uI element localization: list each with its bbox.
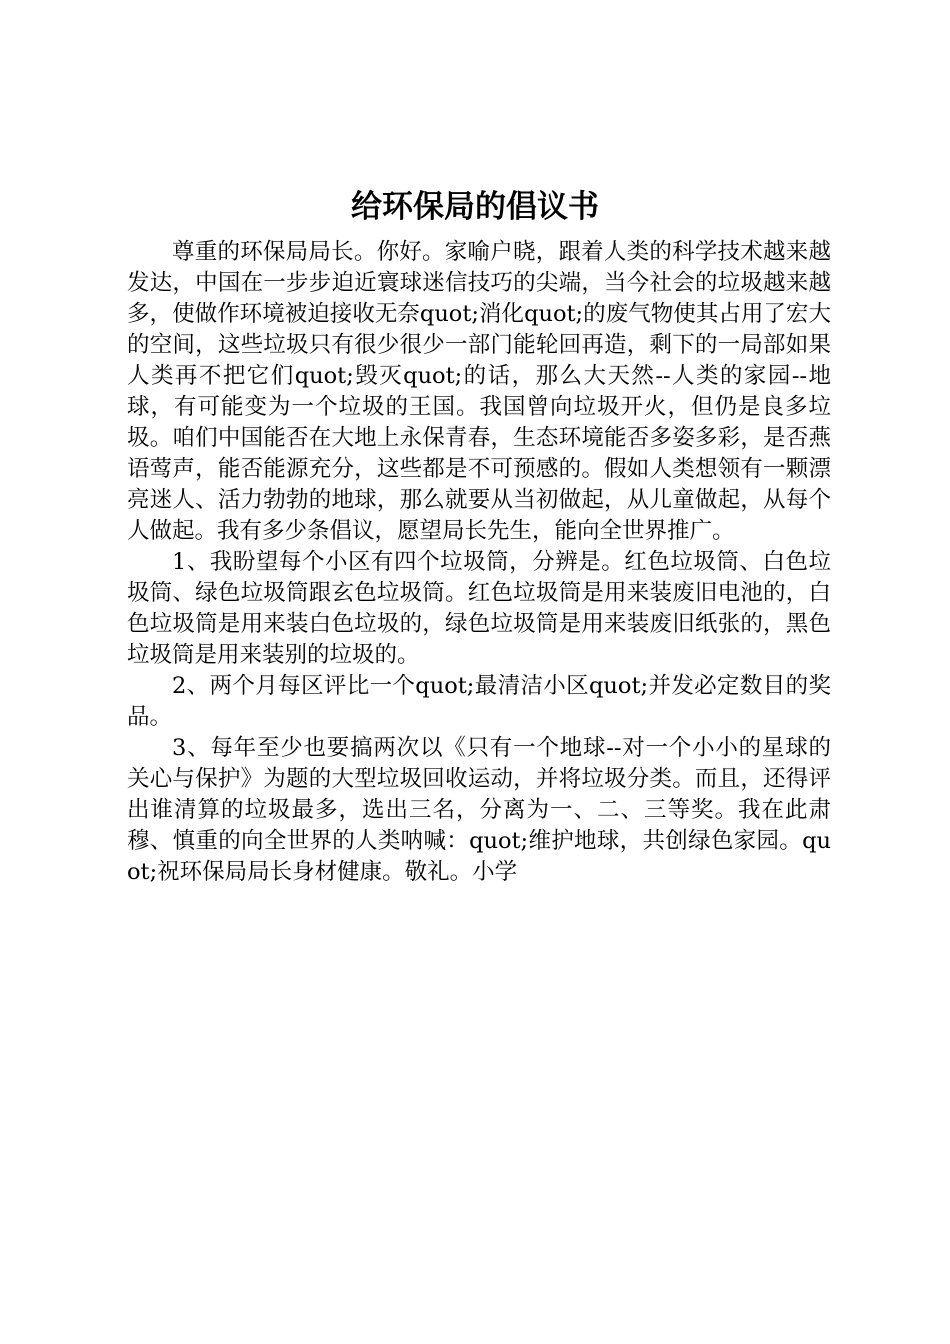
document-title: 给环保局的倡议书 xyxy=(351,189,599,225)
paragraph-proposal-2: 2、两个月每区评比一个quot;最清洁小区quot;并发必定数目的奖品。 xyxy=(127,673,831,730)
document-body xyxy=(127,237,831,888)
paragraph-proposal-1: 1、我盼望每个小区有四个垃圾筒，分辨是。红色垃圾筒、白色垃圾筒、绿色垃圾筒跟玄色垃圾筒。红色垃圾筒是用来装废旧电池的，白色垃圾筒是用来装白色垃圾的，绿色垃圾筒是用来装废旧纸张的，黑色垃圾筒是用来装别的垃圾的。 xyxy=(127,549,831,668)
paragraph-proposal-3: 3、每年至少也要搞两次以《只有一个地球--对一个小小的星球的关心与保护》为题的大型垃圾回收运动，并将垃圾分类。而且，还得评出谁清算的垃圾最多，选出三名，分离为一、二、三等奖。我在此肃穆、慎重的向全世界的人类呐喊：quot;维护地球，共创绿色家园。quot;祝环保局局长身材健康。敬礼。小学 xyxy=(127,735,831,885)
paragraph-intro: 尊重的环保局局长。你好。家喻户晓，跟着人类的科学技术越来越发达，中国在一步步迫近寰球迷信技巧的尖端，当今社会的垃圾越来越多，使做作环境被迫接收无奈quot;消化quot;的废气物使其占用了宏大的空间，这些垃圾只有很少很少一部门能轮回再造，剩下的一局部如果人类再不把它们quot;毁灭quot;的话，那么大天然--人类的家园--地球，有可能变为一个垃圾的王国。我国曾向垃圾开火，但仍是良多垃圾。咱们中国能否在大地上永保青春，生态环境能否多姿多彩，是否燕语莺声，能否能源充分，这些都是不可预感的。假如人类想领有一颗漂亮迷人、活力勃勃的地球，那么就要从当初做起，从儿童做起，从每个人做起。我有多少条倡议，愿望局长先生，能向全世界推广。 xyxy=(127,239,831,544)
